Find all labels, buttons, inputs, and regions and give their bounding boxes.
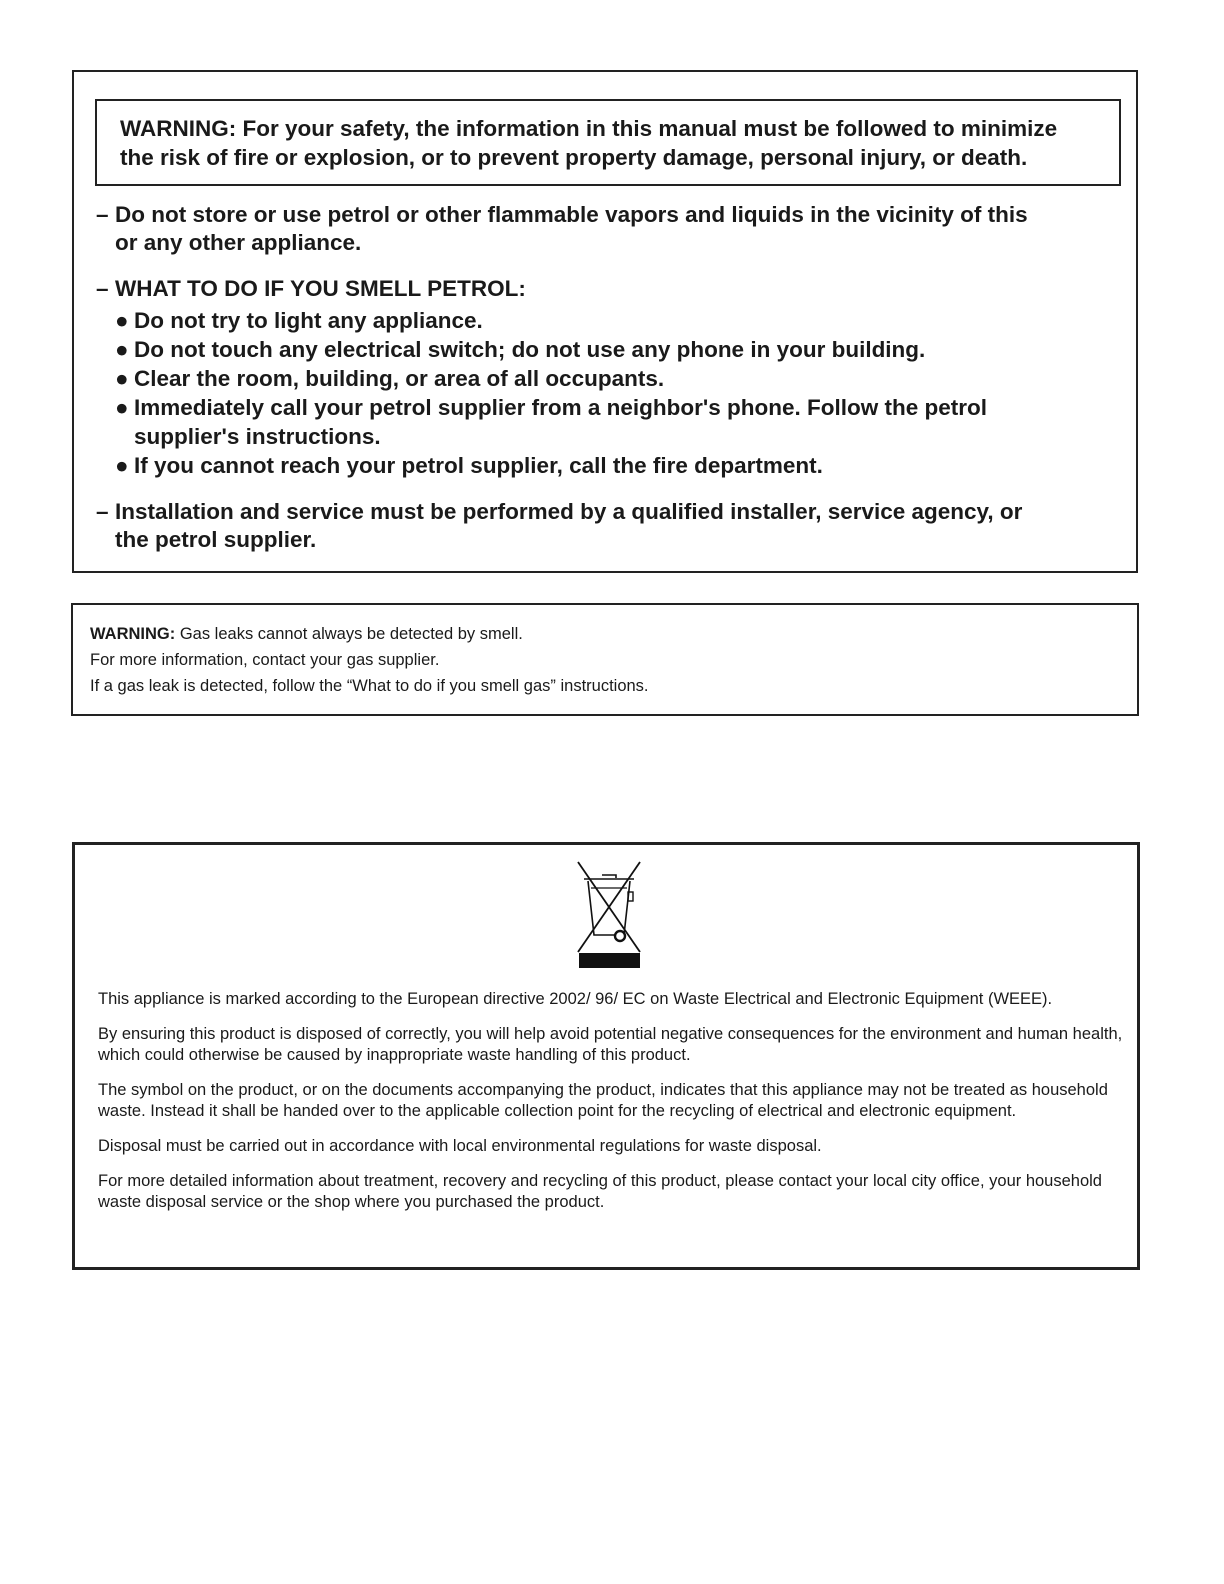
list-item bbox=[115, 364, 987, 393]
dash-marker: – bbox=[96, 499, 109, 524]
weee-disposal-box bbox=[72, 842, 1140, 1270]
qualified-installer-line-1: Installation and service must be performed by a qualified installer, service agency, or bbox=[115, 499, 1023, 524]
gas-leak-line-2: For more information, contact your gas supplier. bbox=[90, 651, 440, 669]
no-flammables-line-1: Do not store or use petrol or other flammable vapors and liquids in the vicinity of this bbox=[115, 202, 1028, 227]
bullet-icon: ● bbox=[115, 453, 129, 478]
list-item bbox=[115, 451, 987, 480]
list-item-text: Clear the room, building, or area of all occupants. bbox=[134, 366, 665, 391]
qualified-installer-line-2: the petrol supplier. bbox=[115, 527, 317, 552]
smell-petrol-instructions-list bbox=[115, 306, 987, 480]
dash-marker: – bbox=[96, 202, 109, 227]
list-item-text: Do not touch any electrical switch; do not use any phone in your building. bbox=[134, 337, 926, 362]
bullet-icon: ● bbox=[115, 308, 129, 333]
weee-paragraph-contact: For more detailed information about treatment, recovery and recycling of this product, please contact your local city office, your household waste disposal service or the shop where you purchased the product. bbox=[98, 1172, 1102, 1211]
list-item bbox=[115, 335, 987, 364]
warning-header bbox=[120, 114, 1130, 172]
warning-label: WARNING: bbox=[90, 625, 176, 643]
bullet-icon: ● bbox=[115, 395, 129, 420]
warning-header-line-2: the risk of fire or explosion, or to prevent property damage, personal injury, or death. bbox=[120, 145, 1028, 170]
list-item-text: Immediately call your petrol supplier from a neighbor's phone. Follow the petrol bbox=[134, 395, 987, 420]
warning-header-box bbox=[95, 99, 1121, 186]
weee-paragraph-consequences: By ensuring this product is disposed of correctly, you will help avoid potential negative consequences for the environment and human health, which could otherwise be caused by inappropriate waste handling of this product. bbox=[98, 1025, 1123, 1064]
dash-marker: – bbox=[96, 276, 109, 301]
crossed-out-wheeled-bin-icon bbox=[574, 858, 644, 970]
list-item bbox=[115, 393, 987, 451]
weee-paragraph-directive: This appliance is marked according to the European directive 2002/ 96/ EC on Waste Electrical and Electronic Equipment (WEEE). bbox=[98, 990, 1053, 1008]
warning-header-line-1: WARNING: For your safety, the information in this manual must be followed to minimize bbox=[120, 116, 1058, 141]
weee-paragraph-symbol: The symbol on the product, or on the documents accompanying the product, indicates that this appliance may not be treated as household waste. Instead it shall be handed over to the applicable collection point for the recycling of electrical and electronic equipment. bbox=[98, 1081, 1108, 1120]
gas-leak-line-3: If a gas leak is detected, follow the “What to do if you smell gas” instructions. bbox=[90, 677, 649, 695]
no-flammables-item bbox=[96, 201, 1028, 257]
qualified-installer-item bbox=[96, 498, 1022, 554]
bullet-icon: ● bbox=[115, 366, 129, 391]
smell-petrol-heading: WHAT TO DO IF YOU SMELL PETROL: bbox=[115, 276, 526, 301]
list-item-text-continued: supplier's instructions. bbox=[134, 424, 381, 449]
no-flammables-line-2: or any other appliance. bbox=[115, 230, 362, 255]
weee-paragraph-regulations: Disposal must be carried out in accordance with local environmental regulations for waste disposal. bbox=[98, 1137, 822, 1155]
smell-petrol-heading-item bbox=[96, 275, 526, 303]
list-item bbox=[115, 306, 987, 335]
gas-leak-line-1-text: Gas leaks cannot always be detected by smell. bbox=[175, 625, 523, 643]
list-item-text: If you cannot reach your petrol supplier, call the fire department. bbox=[134, 453, 823, 478]
bullet-icon: ● bbox=[115, 337, 129, 362]
safety-warning-box bbox=[72, 70, 1138, 573]
list-item-text: Do not try to light any appliance. bbox=[134, 308, 483, 333]
gas-leak-line-1 bbox=[90, 624, 523, 644]
weee-text bbox=[98, 989, 1123, 1227]
gas-leak-warning-box bbox=[71, 603, 1139, 716]
